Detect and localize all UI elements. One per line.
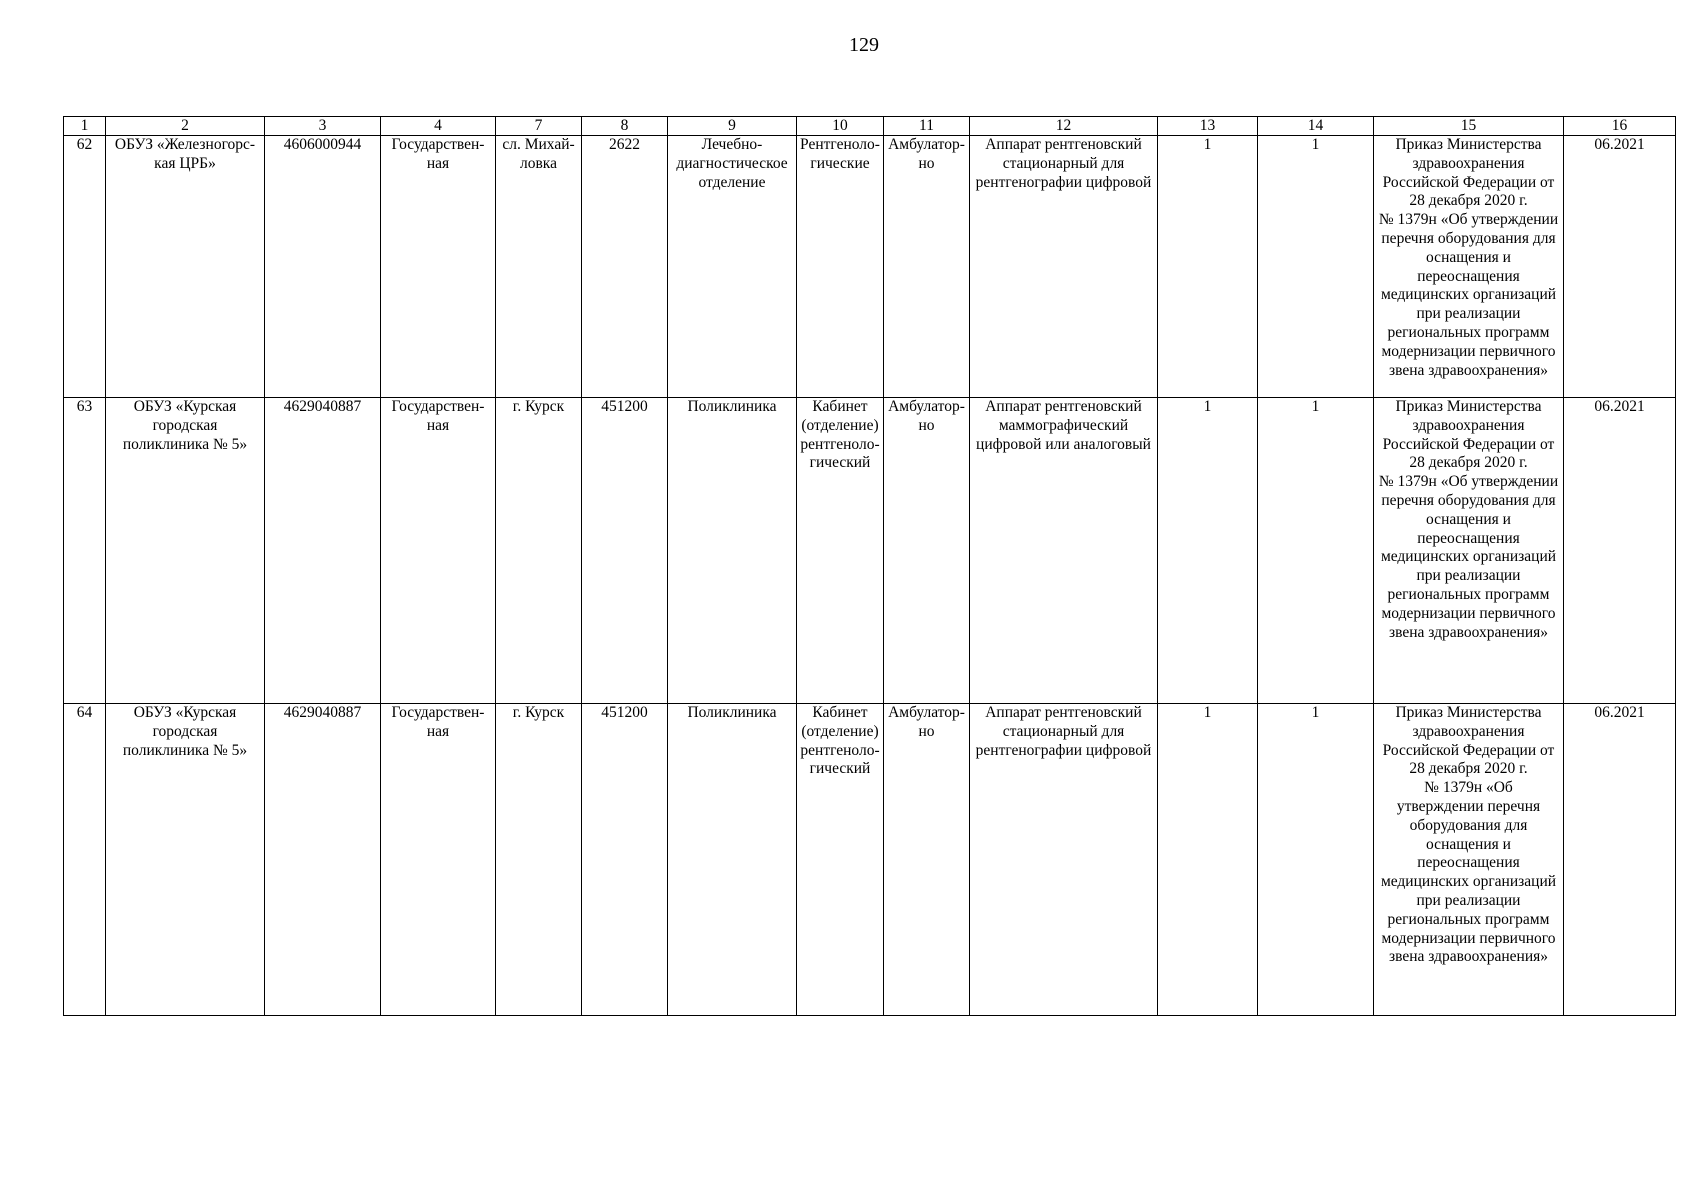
equipment-name: Аппарат рентгеновский стационарный для рентгенографии цифровой: [970, 704, 1158, 1016]
quantity-col14: 1: [1258, 136, 1374, 398]
population: 2622: [582, 136, 668, 398]
quantity-col13: 1: [1158, 136, 1258, 398]
locality: г. Курск: [496, 398, 582, 704]
structural-unit: Лечебно- диагностическое отделение: [668, 136, 797, 398]
organization-name: ОБУЗ «Курская городская поликлиника № 5»: [106, 398, 265, 704]
locality: г. Курск: [496, 704, 582, 1016]
column-number: 4: [381, 117, 496, 136]
column-number: 9: [668, 117, 797, 136]
quantity-col14: 1: [1258, 704, 1374, 1016]
legal-basis: Приказ Министерства здравоохранения Российской Федерации от 28 декабря 2020 г. № 1379н «Об утверждении перечня оборудования для оснащения и переоснащения медицинских организаций при реализации региональных программ модернизации первичного звена здравоохранения»: [1374, 704, 1564, 1016]
column-number: 7: [496, 117, 582, 136]
care-type: Амбулатор- но: [884, 136, 970, 398]
ownership-form: Государствен- ная: [381, 704, 496, 1016]
column-number: 11: [884, 117, 970, 136]
inn: 4606000944: [265, 136, 381, 398]
column-number: 16: [1564, 117, 1676, 136]
organization-name: ОБУЗ «Железногорс- кая ЦРБ»: [106, 136, 265, 398]
structural-unit: Поликлиника: [668, 704, 797, 1016]
inn: 4629040887: [265, 398, 381, 704]
equipment-register-table: [63, 116, 1676, 1016]
table-row: [64, 704, 1676, 1016]
locality: сл. Михай- ловка: [496, 136, 582, 398]
column-number: 8: [582, 117, 668, 136]
row-number: 62: [64, 136, 106, 398]
quantity-col13: 1: [1158, 398, 1258, 704]
ownership-form: Государствен- ная: [381, 398, 496, 704]
population: 451200: [582, 398, 668, 704]
department: Кабинет (отделение) рентгеноло- гический: [797, 704, 884, 1016]
column-number: 2: [106, 117, 265, 136]
column-number: 14: [1258, 117, 1374, 136]
delivery-date: 06.2021: [1564, 704, 1676, 1016]
legal-basis: Приказ Министерства здравоохранения Российской Федерации от 28 декабря 2020 г. № 1379н «Об утверждении перечня оборудования для оснащения и переоснащения медицинских организаций при реализации региональных программ модернизации первичного звена здравоохранения»: [1374, 398, 1564, 704]
row-number: 63: [64, 398, 106, 704]
column-number: 15: [1374, 117, 1564, 136]
department: Рентгеноло- гические: [797, 136, 884, 398]
column-number: 3: [265, 117, 381, 136]
legal-basis: Приказ Министерства здравоохранения Российской Федерации от 28 декабря 2020 г. № 1379н «Об утверждении перечня оборудования для оснащения и переоснащения медицинских организаций при реализации региональных программ модернизации первичного звена здравоохранения»: [1374, 136, 1564, 398]
equipment-name: Аппарат рентгеновский маммографический цифровой или аналоговый: [970, 398, 1158, 704]
care-type: Амбулатор- но: [884, 704, 970, 1016]
population: 451200: [582, 704, 668, 1016]
column-number: 1: [64, 117, 106, 136]
page-number: 129: [849, 34, 879, 56]
department: Кабинет (отделение) рентгеноло- гический: [797, 398, 884, 704]
column-number: 13: [1158, 117, 1258, 136]
table-row: [64, 136, 1676, 398]
quantity-col13: 1: [1158, 704, 1258, 1016]
delivery-date: 06.2021: [1564, 398, 1676, 704]
organization-name: ОБУЗ «Курская городская поликлиника № 5»: [106, 704, 265, 1016]
quantity-col14: 1: [1258, 398, 1374, 704]
column-number: 12: [970, 117, 1158, 136]
structural-unit: Поликлиника: [668, 398, 797, 704]
column-number-row: [64, 117, 1676, 136]
delivery-date: 06.2021: [1564, 136, 1676, 398]
equipment-name: Аппарат рентгеновский стационарный для рентгенографии цифровой: [970, 136, 1158, 398]
ownership-form: Государствен- ная: [381, 136, 496, 398]
column-number: 10: [797, 117, 884, 136]
care-type: Амбулатор- но: [884, 398, 970, 704]
table-row: [64, 398, 1676, 704]
inn: 4629040887: [265, 704, 381, 1016]
row-number: 64: [64, 704, 106, 1016]
